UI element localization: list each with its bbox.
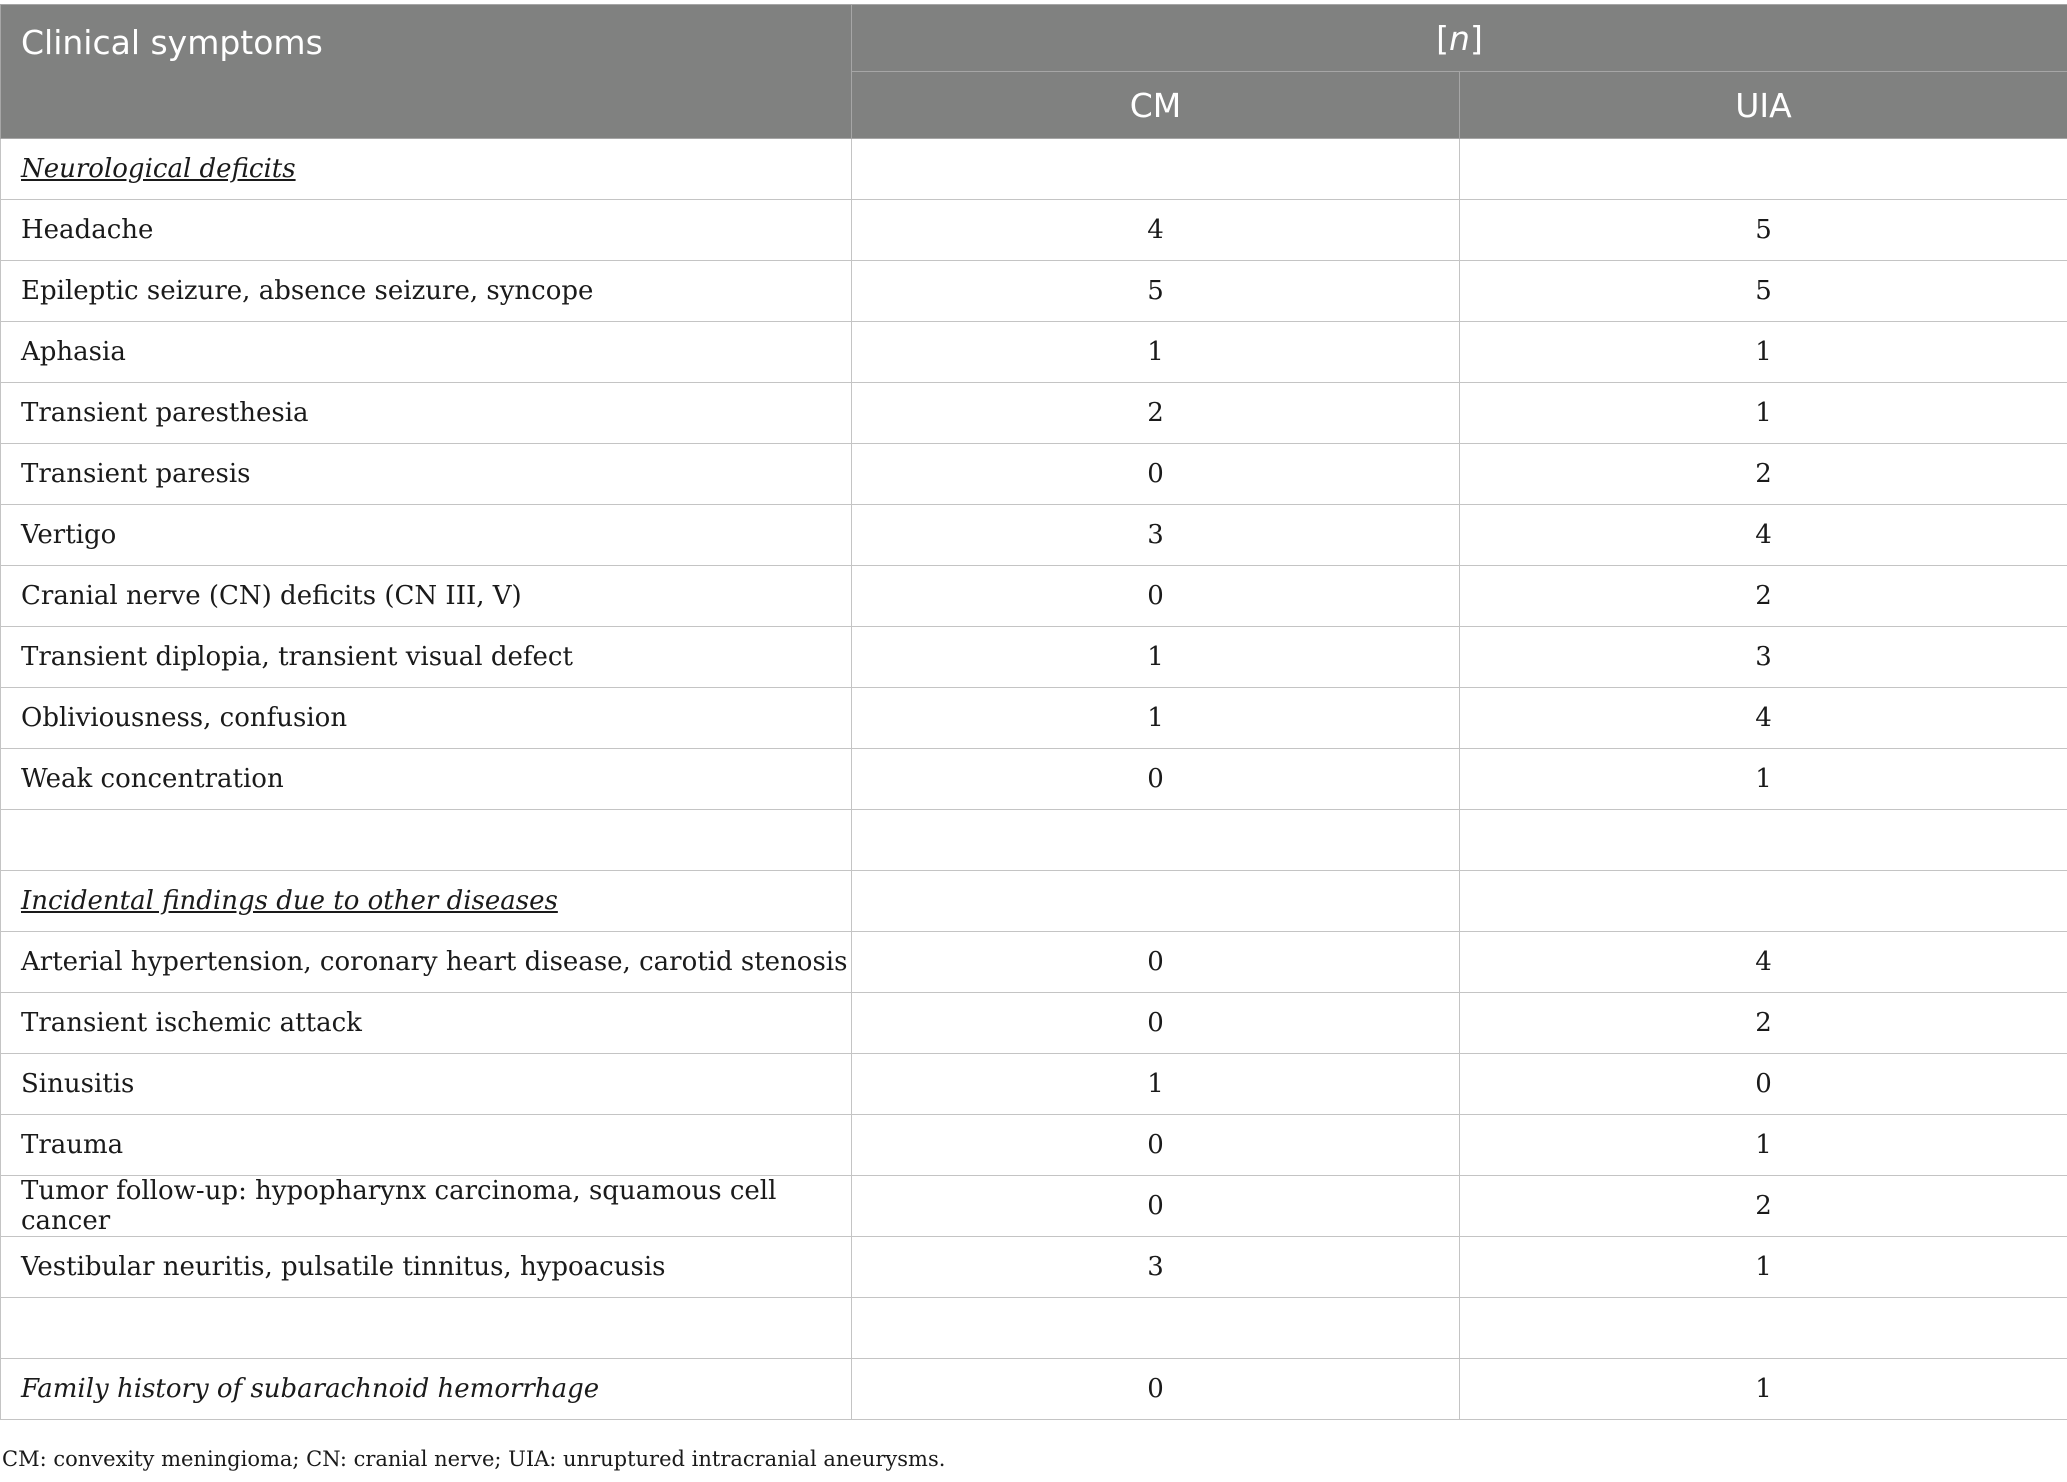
uia-value: 3	[1460, 627, 2067, 688]
uia-value: 2	[1460, 1176, 2067, 1237]
symptom-label: Transient diplopia, transient visual defect	[1, 627, 852, 688]
uia-value: 1	[1460, 1237, 2067, 1298]
cm-value	[852, 139, 1460, 200]
table-row-empty	[1, 1298, 2067, 1359]
table-row	[1, 1054, 2067, 1115]
cm-value: 1	[852, 1054, 1460, 1115]
cm-value: 0	[852, 1115, 1460, 1176]
symptom-label: Epileptic seizure, absence seizure, syncope	[1, 261, 852, 322]
symptom-label: Transient paresis	[1, 444, 852, 505]
table-footnote: CM: convexity meningioma; CN: cranial nerve; UIA: unruptured intracranial aneurysms.	[2, 1447, 946, 1471]
cm-value: 4	[852, 200, 1460, 261]
table-row	[1, 139, 2067, 200]
uia-value: 4	[1460, 932, 2067, 993]
table-row	[1, 1176, 2067, 1237]
uia-value: 4	[1460, 688, 2067, 749]
cm-value: 0	[852, 749, 1460, 810]
symptom-label: Transient ischemic attack	[1, 993, 852, 1054]
uia-value: 1	[1460, 383, 2067, 444]
cm-value	[852, 1298, 1460, 1359]
table-row	[1, 932, 2067, 993]
table-row	[1, 261, 2067, 322]
cm-value: 0	[852, 932, 1460, 993]
table-row	[1, 1237, 2067, 1298]
cm-value: 1	[852, 322, 1460, 383]
symptom-label: Trauma	[1, 1115, 852, 1176]
table-row	[1, 993, 2067, 1054]
header-uia: UIA	[1460, 72, 2067, 139]
table-row	[1, 749, 2067, 810]
table-row	[1, 1115, 2067, 1176]
uia-value	[1460, 139, 2067, 200]
section-heading-incidental: Incidental findings due to other diseases	[1, 871, 852, 932]
symptom-label	[1, 1298, 852, 1359]
uia-value: 4	[1460, 505, 2067, 566]
cm-value	[852, 871, 1460, 932]
symptom-label: Vestibular neuritis, pulsatile tinnitus, hypoacusis	[1, 1237, 852, 1298]
uia-value: 1	[1460, 749, 2067, 810]
symptom-label: Sinusitis	[1, 1054, 852, 1115]
symptom-label: Tumor follow-up: hypopharynx carcinoma, squamous cell cancer	[1, 1176, 852, 1237]
uia-value: 2	[1460, 566, 2067, 627]
table-row	[1, 1359, 2067, 1420]
uia-value: 1	[1460, 1115, 2067, 1176]
symptom-label: Weak concentration	[1, 749, 852, 810]
uia-value: 5	[1460, 200, 2067, 261]
table-row	[1, 200, 2067, 261]
symptom-label	[1, 810, 852, 871]
table-row	[1, 627, 2067, 688]
table-row	[1, 688, 2067, 749]
symptom-label: Vertigo	[1, 505, 852, 566]
table-row-empty	[1, 810, 2067, 871]
section-heading-neurological: Neurological deficits	[1, 139, 852, 200]
cm-value: 0	[852, 1176, 1460, 1237]
family-history-label: Family history of subarachnoid hemorrhage	[1, 1359, 852, 1420]
header-n-group: [n]	[852, 5, 2067, 72]
table-row	[1, 322, 2067, 383]
cm-value: 0	[852, 993, 1460, 1054]
symptoms-table-container	[0, 4, 2067, 1420]
symptom-label: Arterial hypertension, coronary heart disease, carotid stenosis	[1, 932, 852, 993]
cm-value	[852, 810, 1460, 871]
uia-value	[1460, 1298, 2067, 1359]
table-row	[1, 566, 2067, 627]
cm-value: 0	[852, 444, 1460, 505]
header-clinical-symptoms: Clinical symptoms	[1, 5, 852, 139]
table-row	[1, 505, 2067, 566]
cm-value: 3	[852, 505, 1460, 566]
uia-value: 0	[1460, 1054, 2067, 1115]
uia-value: 2	[1460, 444, 2067, 505]
cm-value: 2	[852, 383, 1460, 444]
cm-value: 0	[852, 566, 1460, 627]
cm-value: 1	[852, 627, 1460, 688]
symptom-label: Aphasia	[1, 322, 852, 383]
uia-value	[1460, 810, 2067, 871]
table-row	[1, 383, 2067, 444]
uia-value: 5	[1460, 261, 2067, 322]
symptom-label: Headache	[1, 200, 852, 261]
cm-value: 5	[852, 261, 1460, 322]
uia-value: 1	[1460, 322, 2067, 383]
uia-value: 1	[1460, 1359, 2067, 1420]
symptom-label: Transient paresthesia	[1, 383, 852, 444]
table-row	[1, 871, 2067, 932]
table-row	[1, 444, 2067, 505]
header-cm: CM	[852, 72, 1460, 139]
symptom-label: Cranial nerve (CN) deficits (CN III, V)	[1, 566, 852, 627]
symptom-label: Obliviousness, confusion	[1, 688, 852, 749]
cm-value: 3	[852, 1237, 1460, 1298]
uia-value	[1460, 871, 2067, 932]
clinical-symptoms-table	[0, 4, 2067, 1420]
uia-value: 2	[1460, 993, 2067, 1054]
cm-value: 1	[852, 688, 1460, 749]
cm-value: 0	[852, 1359, 1460, 1420]
